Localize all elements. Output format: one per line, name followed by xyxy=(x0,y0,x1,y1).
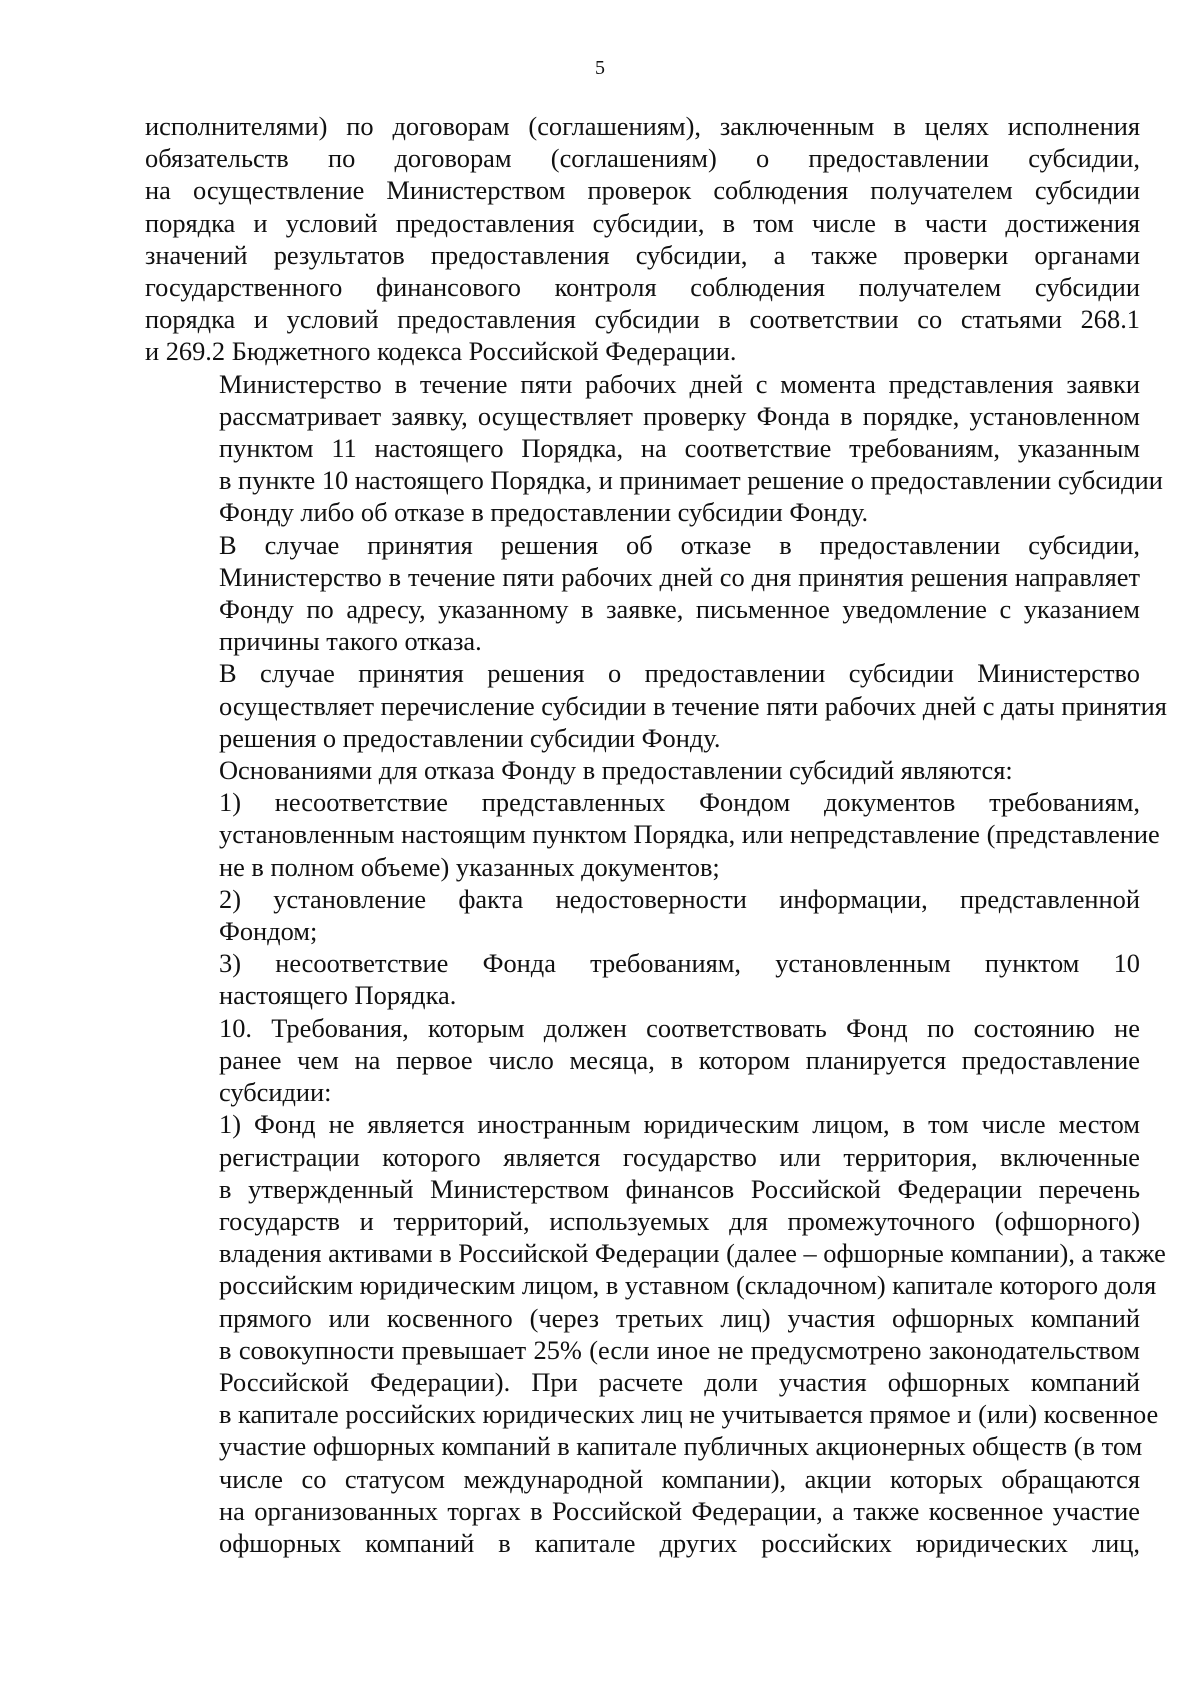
text-line: Фонду по адресу, указанному в заявке, письменное уведомление с указанием xyxy=(219,594,1140,625)
text-line: пунктом 11 настоящего Порядка, на соответствие требованиям, указанным xyxy=(219,433,1140,464)
text-line: государств и территорий, используемых для промежуточного (офшорного) xyxy=(219,1205,1140,1236)
text-line: порядка и условий предоставления субсидии в соответствии со статьями 268.1 xyxy=(145,304,1140,335)
page-number: 5 xyxy=(595,57,605,79)
text-line: российским юридическим лицом, в уставном (складочном) капитале которого доля xyxy=(219,1270,1157,1301)
text-line: 1) несоответствие представленных Фондом документов требованиям, xyxy=(219,787,1140,818)
text-line: причины такого отказа. xyxy=(219,626,482,657)
paragraph xyxy=(145,947,1140,1011)
paragraph xyxy=(145,883,1140,947)
text-line: офшорных компаний в капитале других российских юридических лиц, xyxy=(219,1527,1140,1558)
text-line: регистрации которого является государство или территория, включенные xyxy=(219,1141,1140,1172)
text-line: 1) Фонд не является иностранным юридическим лицом, в том числе местом xyxy=(219,1109,1140,1140)
paragraph xyxy=(145,529,1140,658)
text-line: исполнителями) по договорам (соглашениям), заключенным в целях исполнения xyxy=(145,111,1140,141)
text-line: порядка и условий предоставления субсидии, в том числе в части достижения xyxy=(145,207,1140,238)
text-line: рассматривает заявку, осуществляет проверку Фонда в порядке, установленном xyxy=(219,400,1140,431)
text-line: Основаниями для отказа Фонду в предоставлении субсидий являются: xyxy=(219,755,1013,786)
text-line: числе со статусом международной компании), акции которых обращаются xyxy=(219,1463,1140,1494)
text-line: на организованных торгах в Российской Федерации, а также косвенное участие xyxy=(219,1495,1140,1526)
text-line: субсидии: xyxy=(219,1077,332,1108)
text-line: Министерство в течение пяти рабочих дней со дня принятия решения направляет xyxy=(219,561,1140,592)
paragraph xyxy=(145,786,1160,883)
text-line: Фонду либо об отказе в предоставлении субсидии Фонду. xyxy=(219,497,869,528)
text-line: установленным настоящим пунктом Порядка, или непредставление (представление xyxy=(219,819,1160,850)
text-line: владения активами в Российской Федерации (далее – офшорные компании), а также xyxy=(219,1238,1166,1269)
text-line: 2) установление факта недостоверности информации, представленной xyxy=(219,883,1140,914)
text-line: участие офшорных компаний в капитале публичных акционерных обществ (в том xyxy=(219,1431,1143,1462)
document-body xyxy=(145,110,1167,1559)
text-line: Министерство в течение пяти рабочих дней с момента представления заявки xyxy=(219,368,1140,399)
text-line: не в полном объеме) указанных документов; xyxy=(219,851,720,882)
paragraph xyxy=(145,657,1167,754)
text-line: прямого или косвенного (через третьих лиц) участия офшорных компаний xyxy=(219,1302,1140,1333)
text-line: Фондом; xyxy=(219,916,318,947)
paragraph xyxy=(145,1108,1166,1559)
text-line: и 269.2 Бюджетного кодекса Российской Федерации. xyxy=(145,336,737,367)
text-line: обязательств по договорам (соглашениям) о предоставлении субсидии, xyxy=(145,143,1140,174)
text-line: В случае принятия решения об отказе в предоставлении субсидии, xyxy=(219,529,1140,560)
text-line: значений результатов предоставления субсидии, а также проверки органами xyxy=(145,239,1140,270)
paragraph xyxy=(145,368,1163,529)
text-line: Российской Федерации). При расчете доли участия офшорных компаний xyxy=(219,1366,1140,1397)
paragraph xyxy=(145,1012,1140,1109)
text-line: в капитале российских юридических лиц не учитывается прямое и (или) косвенное xyxy=(219,1399,1159,1430)
paragraph xyxy=(145,754,1140,786)
text-line: на осуществление Министерством проверок соблюдения получателем субсидии xyxy=(145,175,1140,206)
paragraph xyxy=(145,110,1140,368)
text-line: 3) несоответствие Фонда требованиям, установленным пунктом 10 xyxy=(219,948,1140,979)
text-line: в пункте 10 настоящего Порядка, и принимает решение о предоставлении субсидии xyxy=(219,465,1163,496)
text-line: настоящего Порядка. xyxy=(219,980,457,1011)
text-line: в совокупности превышает 25% (если иное не предусмотрено законодательством xyxy=(219,1334,1140,1365)
text-line: ранее чем на первое число месяца, в котором планируется предоставление xyxy=(219,1044,1140,1075)
text-line: государственного финансового контроля соблюдения получателем субсидии xyxy=(145,272,1140,303)
text-line: решения о предоставлении субсидии Фонду. xyxy=(219,722,721,753)
text-line: осуществляет перечисление субсидии в течение пяти рабочих дней с даты принятия xyxy=(219,690,1167,721)
text-line: в утвержденный Министерством финансов Российской Федерации перечень xyxy=(219,1173,1140,1204)
text-line: В случае принятия решения о предоставлении субсидии Министерство xyxy=(219,658,1140,689)
text-line: 10. Требования, которым должен соответствовать Фонд по состоянию не xyxy=(219,1012,1140,1043)
